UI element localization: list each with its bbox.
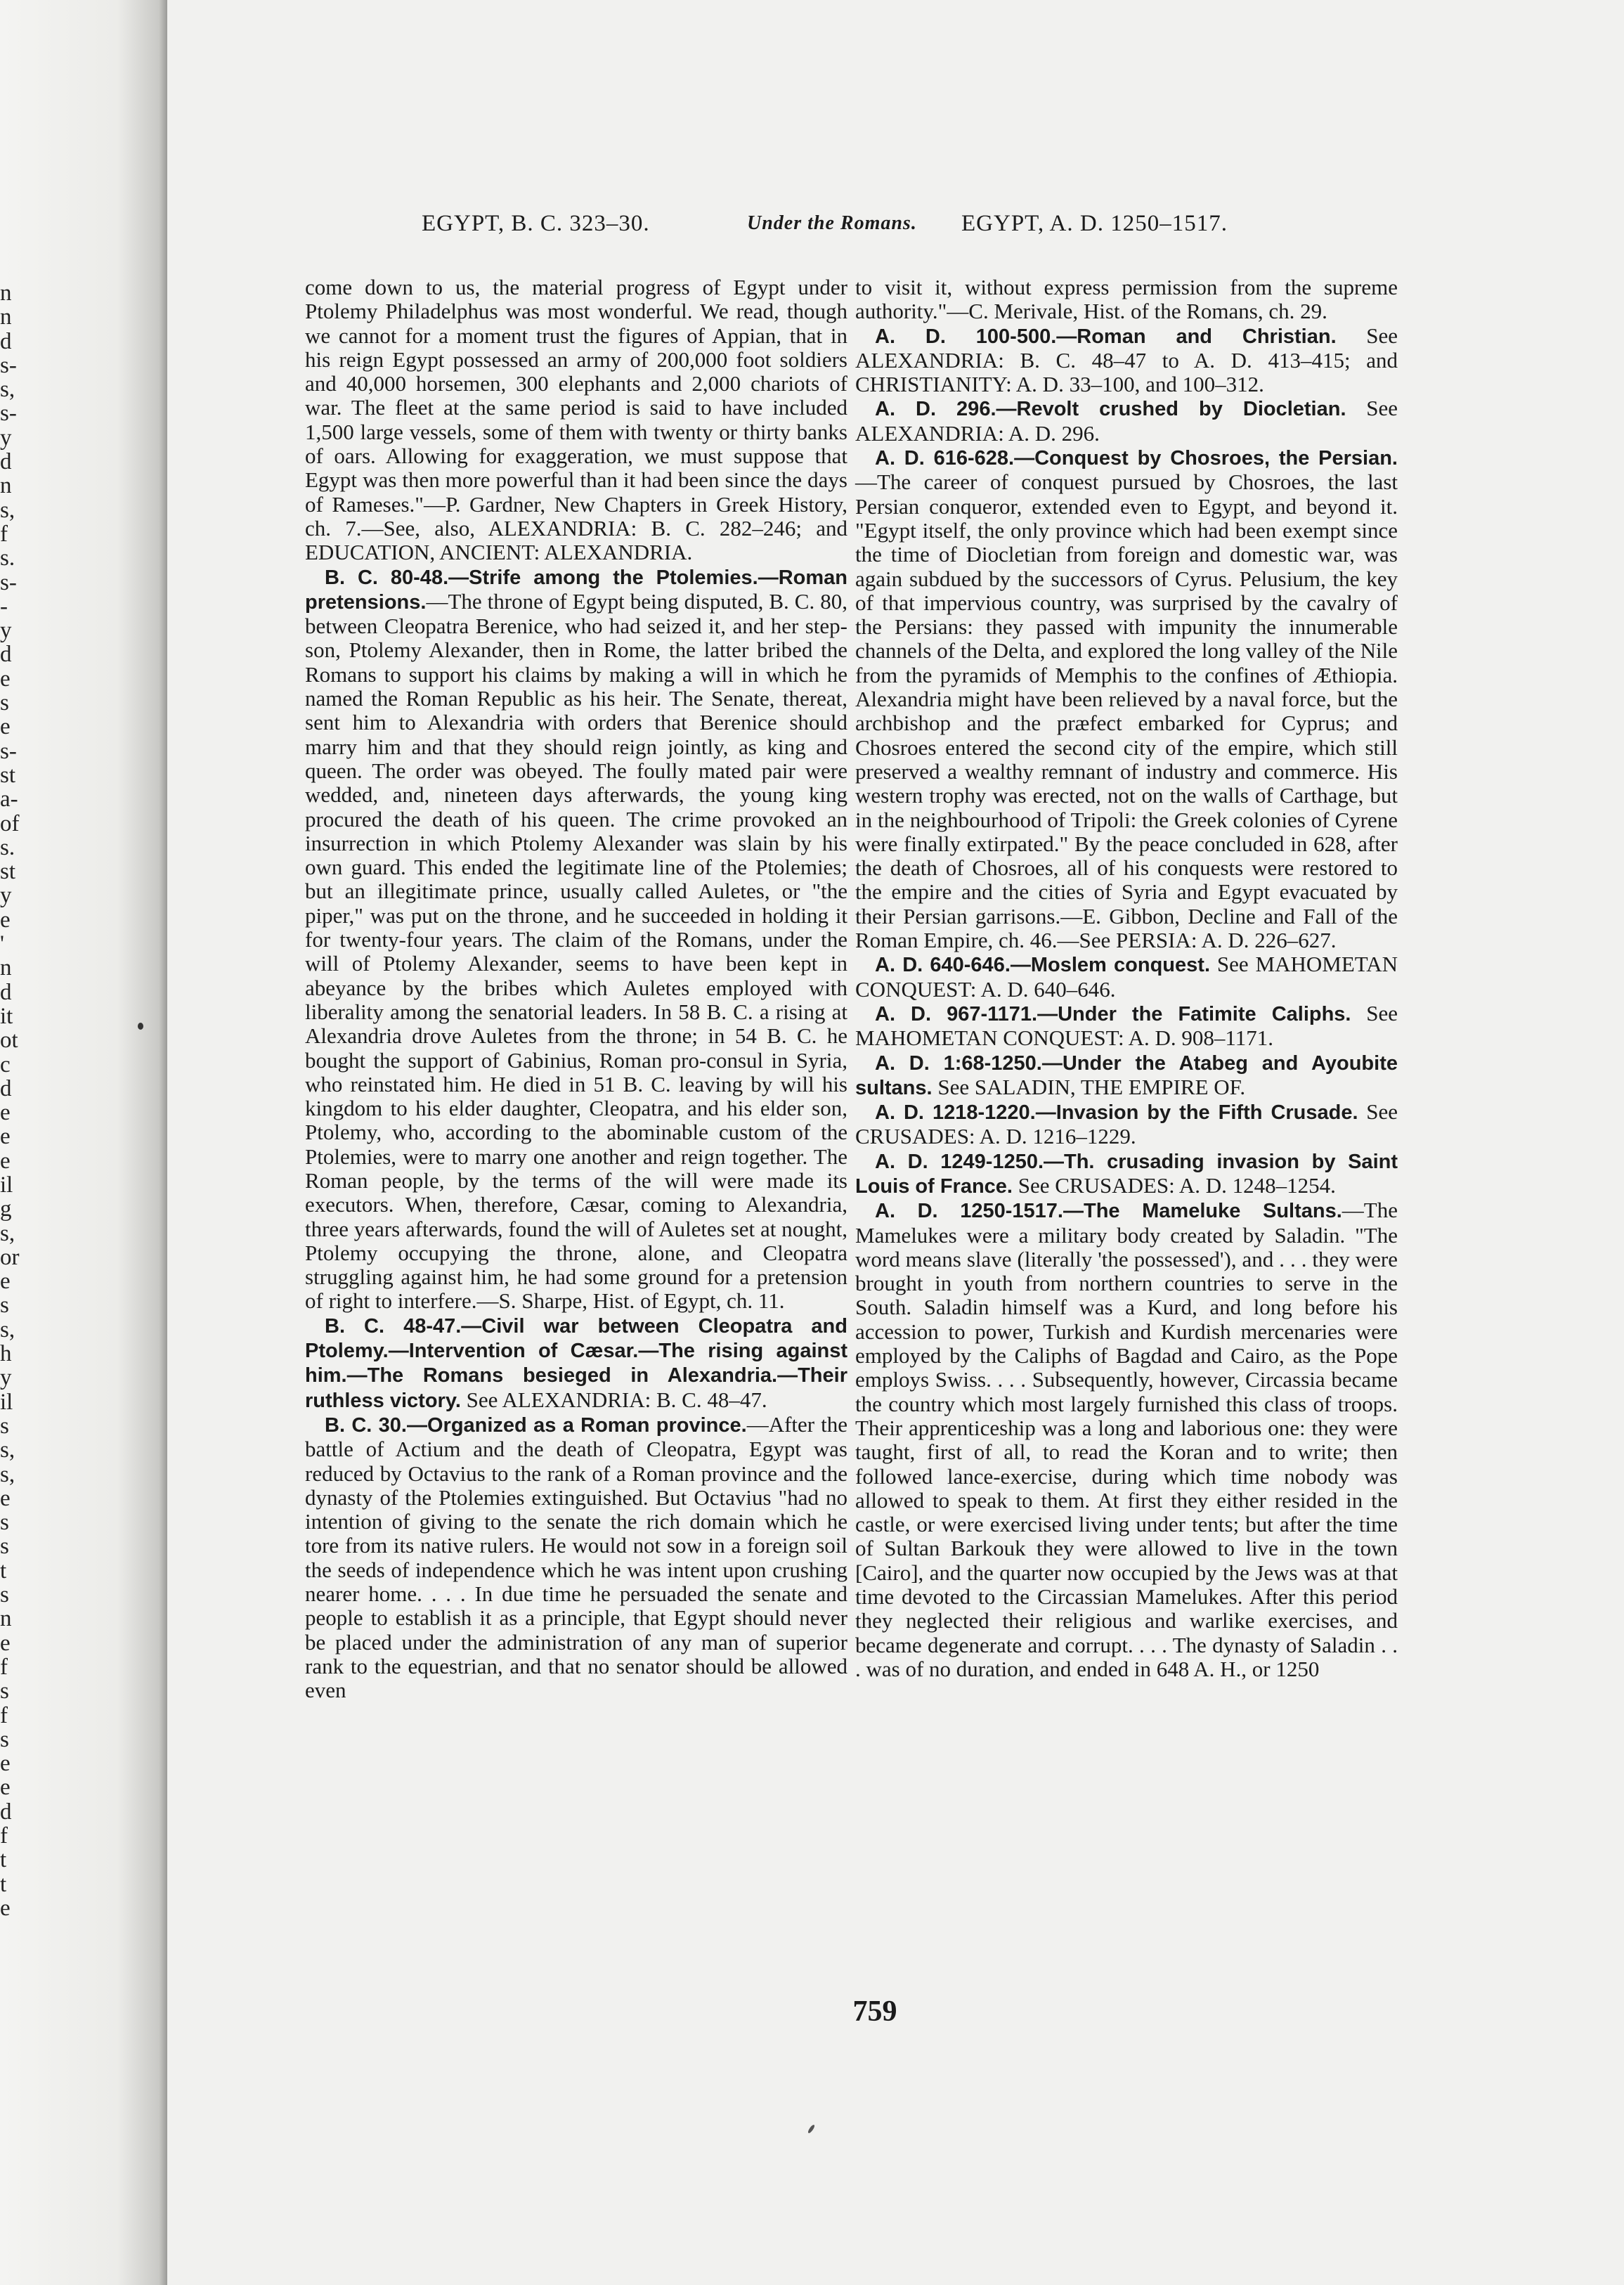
edge-letter: e: [0, 1630, 11, 1656]
entry-body: See CRUSADES: A. D. 1216–1229.: [855, 1099, 1398, 1149]
edge-letter: n: [0, 304, 12, 330]
edge-letter: e: [0, 1895, 11, 1921]
entry-body: See MAHOMETAN CONQUEST: A. D. 640–646.: [855, 952, 1398, 1002]
article-entry: [855, 396, 1398, 446]
edge-letter: f: [0, 1823, 8, 1849]
edge-letter: e: [0, 1751, 11, 1777]
entry-heading: A. D. 640-646.—Moslem conquest.: [875, 954, 1210, 977]
edge-letter: t: [0, 1847, 7, 1873]
edge-letter: or: [0, 1244, 20, 1270]
edge-letter: y: [0, 618, 12, 644]
edge-letter: il: [0, 1172, 13, 1198]
continued-paragraph: come down to us, the material progress of Egypt under Ptolemy Philadelphus was most wonderful. We read, though we cannot for a moment trust the figures of Appian, that in his reign Egypt possessed an army of 200,000 foot soldiers and 40,000 horsemen, 300 elephants and 2,000 chariots of war. The fleet at the same period is said to have included 1,500 large vessels, some of them with twenty or thirty banks of oars. Allowing for exaggeration, we must suppose that Egypt was then more powerful than it had been since the days of Rameses."—P. Gardner, New Chapters in Greek History, ch. 7.—See, also, ALEXANDRIA: B. C. 282–246; and EDUCATION, ANCIENT: ALEXANDRIA.: [305, 275, 847, 565]
header-right: EGYPT, A. D. 1250–1517.: [961, 211, 1228, 236]
entry-body: —The Mamelukes were a military body created by Saladin. "The word means slave (literally 'the possessed'), and . . . they were brought in youth from northern countries to serve in the South. Saladin himself was a Kurd, and long before his accession to power, Turkish and Kurdish mercenaries were employed by the Caliphs of Bagdad and Cairo, as the Pope employs Swiss. . . . Subsequently, however, Circassia became the country which most largely furnished this class of troops. Their apprenticeship was a long and laborious one: they were taught, first of all, to read the Koran and to write; then followed lance-exercise, during which time nobody was allowed to speak to them. At first they either resided in the castle, or were exercised living under tents; but after the time of Sultan Barkouk they were allowed to live in the town [Cairo], and the quarter now occupied by the Jews was at that time devoted to the Circassian Mamelukes. After this period they neglected their religious and warlike exercises, and became degenerate and corrupt. . . . The dynasty of Saladin . . . was of no duration, and ended in 648 A. H., or 1250: [855, 1198, 1398, 1681]
edge-letter: s: [0, 1678, 9, 1704]
edge-letter: s,: [0, 1461, 15, 1487]
left-text-column: [305, 276, 847, 1703]
edge-letter: f: [0, 521, 8, 547]
edge-letter: n: [0, 473, 12, 499]
entry-heading: B. C. 80-48.—Strife among the Ptolemies.—Roman pretensions.: [305, 566, 847, 614]
edge-letter: s: [0, 1534, 9, 1560]
right-text-column: [855, 276, 1398, 1681]
edge-letter: e: [0, 1100, 11, 1126]
edge-letter: il: [0, 1389, 13, 1415]
edge-letter: s: [0, 1413, 9, 1439]
edge-letter: s: [0, 1293, 9, 1319]
entry-heading: A. D. 100-500.—Roman and Christian.: [875, 325, 1337, 348]
article-entry: [855, 1002, 1398, 1051]
entry-body: See ALEXANDRIA: A. D. 296.: [855, 396, 1398, 446]
continued-paragraph: to visit it, without express permission from the supreme authority."—C. Merivale, Hist. of the Romans, ch. 29.: [855, 275, 1398, 324]
edge-letter: y: [0, 883, 12, 909]
edge-letter: g: [0, 1196, 12, 1222]
entry-heading: B. C. 48-47.—Civil war between Cleopatra and Ptolemy.—Intervention of Cæsar.—The rising against him.—The Romans besieged in Alexandria.—Their ruthless victory.: [305, 1314, 847, 1412]
entry-body: —The throne of Egypt being disputed, B. C. 80, between Cleopatra Berenice, who had seized it, and her step-son, Ptolemy Alexander, then in Rome, the latter bribed the Romans to support his claims by making a will in which he named the Roman Republic as his heir. The Senate, thereat, sent him to Alexandria with orders that Berenice should marry him and that they should reign jointly, as king and queen. The order was obeyed. The foully mated pair were wedded, and, nineteen days afterwards, the young king procured the death of his queen. The crime provoked an insurrection in which Ptolemy Alexander was slain by his own guard. This ended the legitimate line of the Ptolemies; but an illegitimate prince, usually called Auletes, or "the piper," was put on the throne, and he succeeded in holding it for twenty-four years. The claim of the Romans, under the will of Ptolemy Alexander, seems to have been kept in abeyance by the bribes which Auletes employed with liberality among the senatorial leaders. In 58 B. C. a rising at Alexandria drove Auletes from the throne; in 54 B. C. he bought the support of Gabinius, Roman pro-consul in Syria, who reinstated him. He died in 51 B. C. leaving by will his kingdom to his elder daughter, Cleopatra, and his elder son, Ptolemy, who, according to the abominable custom of the Ptolemies, were to marry one another and reign together. The Roman people, by the terms of the will were made its executors. When, therefore, Cæsar, coming to Alexandria, three years afterwards, found the will of Auletes set at nought, Ptolemy occupying the throne, alone, and Cleopatra struggling against him, he had some ground for a pretension of right to interfere.—S. Sharpe, Hist. of Egypt, ch. 11.: [305, 588, 847, 1314]
edge-letter: a-: [0, 787, 18, 813]
header-middle: Under the Romans.: [747, 212, 917, 234]
entry-heading: A. D. 967-1171.—Under the Fatimite Caliphs.: [875, 1002, 1351, 1025]
edge-letter: it: [0, 1003, 13, 1029]
edge-letter: f: [0, 1654, 8, 1680]
entry-body: —The career of conquest pursued by Chosroes, the last Persian conqueror, extended even to Egypt, and beyond it. "Egypt itself, the only province which had been exempt since the time of Diocletian from foreign and domestic war, was again subdued by the successors of Cyrus. Pelusium, the key of that impervious country, was surprised by the cavalry of the Persians: they passed with impunity the innumerable channels of the Delta, and explored the long valley of the Nile from the pyramids of Memphis to the confines of Æthiopia. Alexandria might have been relieved by a naval force, but the archbishop and the præfect embarked for Cyprus; and Chosroes entered the second city of the empire, which still preserved a wealthy remnant of industry and commerce. His western trophy was erected, not on the walls of Carthage, but in the neighbourhood of Tripoli: the Greek colonies of Cyrene were finally extirpated." By the peace concluded in 628, after the death of Chosroes, all of his conquests were restored to the empire and the cities of Syria and Egypt evacuated by their Persian garrisons.—E. Gibbon, Decline and Fall of the Roman Empire, ch. 46.—See PERSIA: A. D. 226–627.: [855, 470, 1398, 953]
edge-letter: s-: [0, 738, 17, 764]
article-entry: [305, 1413, 847, 1703]
entry-body: See SALADIN, THE EMPIRE OF.: [932, 1074, 1246, 1099]
edge-letter: d: [0, 1799, 12, 1825]
edge-letter: f: [0, 1702, 8, 1728]
article-entry: [855, 1149, 1398, 1199]
article-entry: [855, 446, 1398, 952]
entry-heading: A. D. 1249-1250.—Th. crusading invasion by Saint Louis of France.: [855, 1150, 1398, 1198]
edge-letter: t: [0, 1871, 7, 1897]
entry-heading: A. D. 616-628.—Conquest by Chosroes, the Persian.: [875, 447, 1398, 470]
edge-letter: e: [0, 1148, 11, 1174]
edge-letter: ': [0, 931, 4, 957]
article-entry: [855, 1198, 1398, 1681]
edge-letter: s,: [0, 1316, 15, 1342]
edge-letter: d: [0, 1075, 12, 1101]
edge-letter: st: [0, 762, 16, 788]
entry-body: See CRUSADES: A. D. 1248–1254.: [1012, 1172, 1336, 1198]
edge-letter: s,: [0, 377, 15, 403]
edge-letter: s-: [0, 352, 17, 378]
edge-letter: of: [0, 810, 20, 836]
article-entry: [855, 1051, 1398, 1101]
article-entry: [305, 1314, 847, 1413]
edge-letter: n: [0, 1606, 12, 1632]
left-page-gutter: [0, 0, 167, 2285]
header-left: EGYPT, B. C. 323–30.: [422, 211, 650, 236]
entry-heading: A. D. 296.—Revolt crushed by Diocletian.: [875, 398, 1346, 421]
edge-letter: e: [0, 1485, 11, 1511]
edge-letter: h: [0, 1341, 12, 1367]
edge-letter: n: [0, 280, 12, 306]
edge-letter: s: [0, 1582, 9, 1608]
edge-letter: s.: [0, 834, 15, 860]
edge-letter: s: [0, 690, 9, 716]
ink-speck: [138, 1023, 143, 1030]
edge-letter: y: [0, 1365, 12, 1391]
page-number: 759: [852, 1995, 897, 2028]
edge-letter: d: [0, 979, 12, 1005]
edge-letter: d: [0, 449, 12, 475]
entry-body: —After the battle of Actium and the death of Cleopatra, Egypt was reduced by Octavius to the rank of a Roman province and the dynasty of the Ptolemies extinguished. But Octavius "had no intention of giving to the senate the rich domain which he tore from its native rulers. He would not sow in a foreign soil the seeds of independence which he was intent upon crushing nearer home. . . . In due time he persuaded the senate and people to establish it as a principle, that Egypt should never be placed under the administration of any man of superior rank to the equestrian, and that no senator should be allowed even: [305, 1411, 848, 1703]
entry-heading: A. D. 1250-1517.—The Mameluke Sultans.: [875, 1200, 1342, 1223]
adjacent-page-edge-text: [0, 280, 20, 1921]
edge-letter: s: [0, 1510, 9, 1536]
edge-letter: s,: [0, 1220, 15, 1246]
edge-letter: s-: [0, 401, 17, 427]
entry-body: See ALEXANDRIA: B. C. 48–47 to A. D. 413–415; and CHRISTIANITY: A. D. 33–100, and 100–312.: [855, 323, 1398, 397]
article-entry: [855, 1100, 1398, 1149]
edge-letter: e: [0, 1124, 11, 1150]
edge-letter: e: [0, 1269, 11, 1295]
edge-letter: e: [0, 714, 11, 740]
entry-heading: B. C. 30.—Organized as a Roman province.: [325, 1413, 747, 1437]
edge-letter: s,: [0, 1437, 15, 1463]
edge-letter: e: [0, 1775, 11, 1801]
article-entry: [305, 565, 847, 1314]
edge-letter: e: [0, 907, 11, 933]
edge-letter: st: [0, 859, 16, 885]
article-entry: [855, 952, 1398, 1002]
edge-letter: ot: [0, 1028, 18, 1054]
edge-letter: -: [0, 593, 8, 619]
article-entry: [855, 324, 1398, 397]
entry-heading: A. D. 1218-1220.—Invasion by the Fifth Crusade.: [875, 1101, 1358, 1125]
edge-letter: e: [0, 666, 11, 692]
edge-letter: s.: [0, 545, 15, 571]
edge-letter: c: [0, 1051, 11, 1077]
edge-letter: n: [0, 955, 12, 981]
edge-letter: d: [0, 642, 12, 668]
entry-body: See ALEXANDRIA: B. C. 48–47.: [460, 1387, 767, 1412]
edge-letter: s: [0, 1726, 9, 1752]
edge-letter: d: [0, 328, 12, 354]
running-header: [422, 211, 1279, 246]
edge-letter: t: [0, 1558, 7, 1584]
edge-letter: s-: [0, 569, 17, 595]
edge-letter: y: [0, 425, 12, 451]
entry-body: See MAHOMETAN CONQUEST: A. D. 908–1171.: [855, 1000, 1398, 1051]
edge-letter: s,: [0, 497, 15, 523]
entry-heading: A. D. 1:68-1250.—Under the Atabeg and Ayoubite sultans.: [855, 1051, 1398, 1099]
